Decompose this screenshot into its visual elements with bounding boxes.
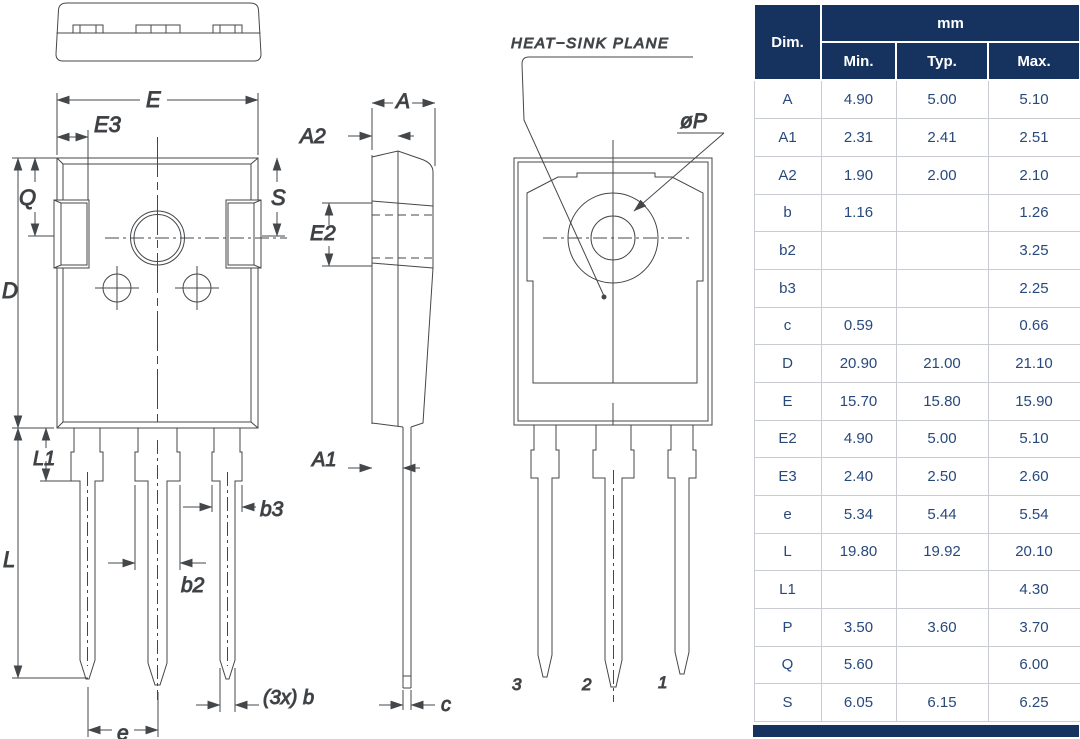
dim-label-D: D (2, 278, 18, 303)
cell-typ: 5.00 (896, 420, 988, 458)
cell-typ: 3.60 (896, 608, 988, 646)
side-view (298, 90, 451, 716)
dim-label-b3: b3 (260, 498, 284, 521)
cell-max: 2.60 (988, 458, 1080, 496)
table-row (754, 156, 1080, 194)
table-row (754, 646, 1080, 684)
table-row (754, 269, 1080, 307)
table-row (754, 458, 1080, 496)
dim-label-c: c (441, 694, 451, 716)
cell-dim: b2 (754, 232, 821, 270)
cell-max: 5.10 (988, 80, 1080, 119)
cell-min: 20.90 (821, 345, 896, 383)
dim-label-S: S (271, 185, 286, 210)
cell-dim: L1 (754, 571, 821, 609)
dim-label-E2: E2 (310, 222, 336, 245)
top-view (56, 3, 261, 61)
cell-dim: E2 (754, 420, 821, 458)
table-row (754, 194, 1080, 232)
side-lead (403, 427, 411, 688)
dim-label-A2: A2 (300, 125, 326, 148)
dim-label-Q: Q (19, 185, 37, 210)
header-min: Min. (821, 42, 896, 80)
dim-A1 (311, 449, 420, 471)
cell-dim: L (754, 533, 821, 571)
cell-typ: 15.80 (896, 382, 988, 420)
dim-b3 (183, 485, 284, 521)
cell-max: 2.25 (988, 269, 1080, 307)
back-leads (531, 425, 696, 702)
cell-max: 0.66 (988, 307, 1080, 345)
dim-A2 (298, 125, 414, 148)
cell-min: 4.90 (821, 420, 896, 458)
cell-typ (896, 194, 988, 232)
right-mounting-slot (226, 200, 261, 268)
dimension-table (753, 3, 1080, 722)
cell-max: 6.00 (988, 646, 1080, 684)
cell-max: 5.10 (988, 420, 1080, 458)
cell-dim: E (754, 382, 821, 420)
cell-dim: Q (754, 646, 821, 684)
cell-typ (896, 307, 988, 345)
top-view-outline (56, 3, 261, 61)
dim-Q (19, 158, 54, 236)
dim-label-b-3x: (3x) b (263, 687, 315, 709)
cell-min: 2.31 (821, 119, 896, 157)
dim-table-body (754, 80, 1080, 722)
table-row (754, 232, 1080, 270)
table-row (754, 608, 1080, 646)
cell-max: 15.90 (988, 382, 1080, 420)
dim-e (88, 687, 158, 739)
cell-typ: 2.00 (896, 156, 988, 194)
dim-label-L: L (3, 547, 16, 572)
pin-number-2: 2 (582, 675, 592, 694)
header-mm: mm (821, 4, 1080, 42)
table-row (754, 307, 1080, 345)
cell-min: 15.70 (821, 382, 896, 420)
cell-typ: 2.50 (896, 458, 988, 496)
cell-dim: P (754, 608, 821, 646)
heat-sink-plane-label: HEAT−SINK PLANE (511, 35, 670, 52)
cell-dim: A1 (754, 119, 821, 157)
table-row (754, 119, 1080, 157)
cell-min (821, 232, 896, 270)
cell-max: 3.25 (988, 232, 1080, 270)
dim-label-E: E (146, 87, 161, 112)
cell-max: 4.30 (988, 571, 1080, 609)
cell-typ: 2.41 (896, 119, 988, 157)
cell-min: 19.80 (821, 533, 896, 571)
front-view (2, 87, 314, 739)
table-row (754, 684, 1080, 722)
cell-min: 2.40 (821, 458, 896, 496)
dim-E2 (310, 203, 372, 266)
dim-label-L1: L1 (33, 448, 56, 470)
cell-max: 2.51 (988, 119, 1080, 157)
cell-dim: b3 (754, 269, 821, 307)
back-view (511, 35, 724, 702)
cell-dim: E3 (754, 458, 821, 496)
dim-label-A1: A1 (312, 449, 337, 471)
cell-max: 3.70 (988, 608, 1080, 646)
cell-dim: c (754, 307, 821, 345)
cell-max: 5.54 (988, 495, 1080, 533)
cell-typ: 19.92 (896, 533, 988, 571)
cell-typ (896, 269, 988, 307)
header-max: Max. (988, 42, 1080, 80)
cell-max: 20.10 (988, 533, 1080, 571)
dim-L1 (33, 428, 72, 481)
cell-typ: 6.15 (896, 684, 988, 722)
cell-max: 1.26 (988, 194, 1080, 232)
dim-label-A: A (396, 90, 411, 113)
cell-dim: A2 (754, 156, 821, 194)
cell-min: 3.50 (821, 608, 896, 646)
cell-dim: D (754, 345, 821, 383)
cell-min: 5.34 (821, 495, 896, 533)
table-row (754, 495, 1080, 533)
front-leads (71, 428, 242, 700)
cell-min (821, 269, 896, 307)
table-footer-bar (753, 725, 1079, 737)
cell-max: 21.10 (988, 345, 1080, 383)
cell-dim: e (754, 495, 821, 533)
cell-dim: b (754, 194, 821, 232)
cell-min: 1.16 (821, 194, 896, 232)
cell-typ (896, 646, 988, 684)
table-row (754, 382, 1080, 420)
heatsink-zone-top (372, 201, 433, 206)
cell-min: 1.90 (821, 156, 896, 194)
dim-label-E3: E3 (94, 112, 121, 137)
cell-typ: 5.00 (896, 80, 988, 119)
dim-c (379, 690, 451, 716)
cell-dim: S (754, 684, 821, 722)
dim-label-e: e (117, 722, 129, 739)
left-mounting-slot (54, 200, 89, 268)
table-row (754, 345, 1080, 383)
cell-min: 5.60 (821, 646, 896, 684)
table-row (754, 533, 1080, 571)
cell-min: 0.59 (821, 307, 896, 345)
cell-typ: 5.44 (896, 495, 988, 533)
cell-min: 4.90 (821, 80, 896, 119)
cell-dim: A (754, 80, 821, 119)
table-row (754, 420, 1080, 458)
pin-number-1: 1 (658, 673, 668, 692)
heatsink-zone-bottom (372, 263, 433, 268)
cell-max: 6.25 (988, 684, 1080, 722)
table-row (754, 80, 1080, 119)
cell-typ (896, 571, 988, 609)
cell-typ (896, 232, 988, 270)
header-dim: Dim. (754, 4, 821, 80)
cell-min: 6.05 (821, 684, 896, 722)
dimension-table-header (754, 4, 1080, 80)
cell-typ: 21.00 (896, 345, 988, 383)
side-body-outline (372, 151, 433, 427)
top-view-lead-tabs (73, 25, 242, 33)
hole-diameter-label: øP (680, 110, 707, 133)
pin-number-3: 3 (512, 675, 522, 694)
dim-b-3x (196, 668, 314, 712)
dim-label-b2: b2 (181, 574, 205, 597)
dim-S (262, 158, 286, 236)
header-typ: Typ. (896, 42, 988, 80)
cell-max: 2.10 (988, 156, 1080, 194)
table-row (754, 571, 1080, 609)
cell-min (821, 571, 896, 609)
